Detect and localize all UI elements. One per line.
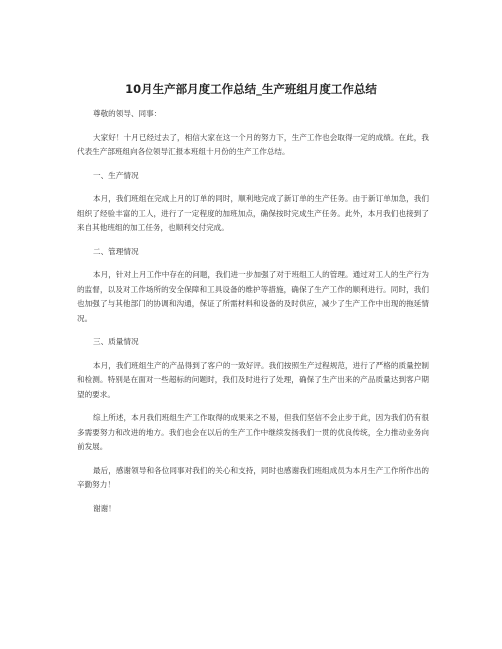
intro-paragraph: 大家好！十月已经过去了，相信大家在这一个月的努力下，生产工作也会取得一定的成绩。在此，我代表生产部班组向各位领导汇报本班组十月份的生产工作总结。 [77,132,429,156]
section-body-production: 本月，我们班组在完成上月的订单的同时，顺利地完成了新订单的生产任务。由于新订单加急，我们组织了经验丰富的工人，进行了一定程度的加班加点，确保按时完成生产任务。此外，本月我们也接到了来自其他班组的加工任务，也顺利交付完成。 [77,194,429,232]
document-title: 10月生产部月度工作总结_生产班组月度工作总结 [125,82,377,96]
salutation: 尊敬的领导、同事： [93,109,162,118]
section-heading-production: 一、生产情况 [93,170,139,180]
section-heading-management: 二、管理情况 [93,246,139,256]
document-body [77,107,429,525]
section-body-quality: 本月，我们班组生产的产品得到了客户的一致好评。我们按照生产过程规范，进行了严格的质量控制和检测。特别是在面对一些超标的问题时，我们及时进行了处理，确保了生产出来的产品质量达到客户期望的要求。 [77,360,429,399]
section-body-management: 本月，针对上月工作中存在的问题，我们进一步加强了对于班组工人的管理。通过对工人的生产行为的监督，以及对工作场所的安全保障和工具设备的维护等措施，确保了生产工作的顺利进行。同时，我们也加强了与其他部门的协调和沟通，保证了所需材料和设备的及时供应，减少了生产工作中出现的拖延情况。 [77,270,429,323]
section-heading-quality: 三、质量情况 [93,337,139,346]
closing-text: 谢谢！ [93,503,116,513]
summary-paragraph: 综上所述，本月我们班组生产工作取得的成果来之不易，但我们坚信不会止步于此，因为我们仍有很多需要努力和改进的地方。我们也会在以后的生产工作中继续发扬我们一贯的优良传统，全力推动业务向前发展。 [77,413,429,451]
thanks-paragraph: 最后，感谢领导和各位同事对我们的关心和支持，同时也感谢我们班组成员为本月生产工作所作出的辛勤努力！ [77,465,429,489]
